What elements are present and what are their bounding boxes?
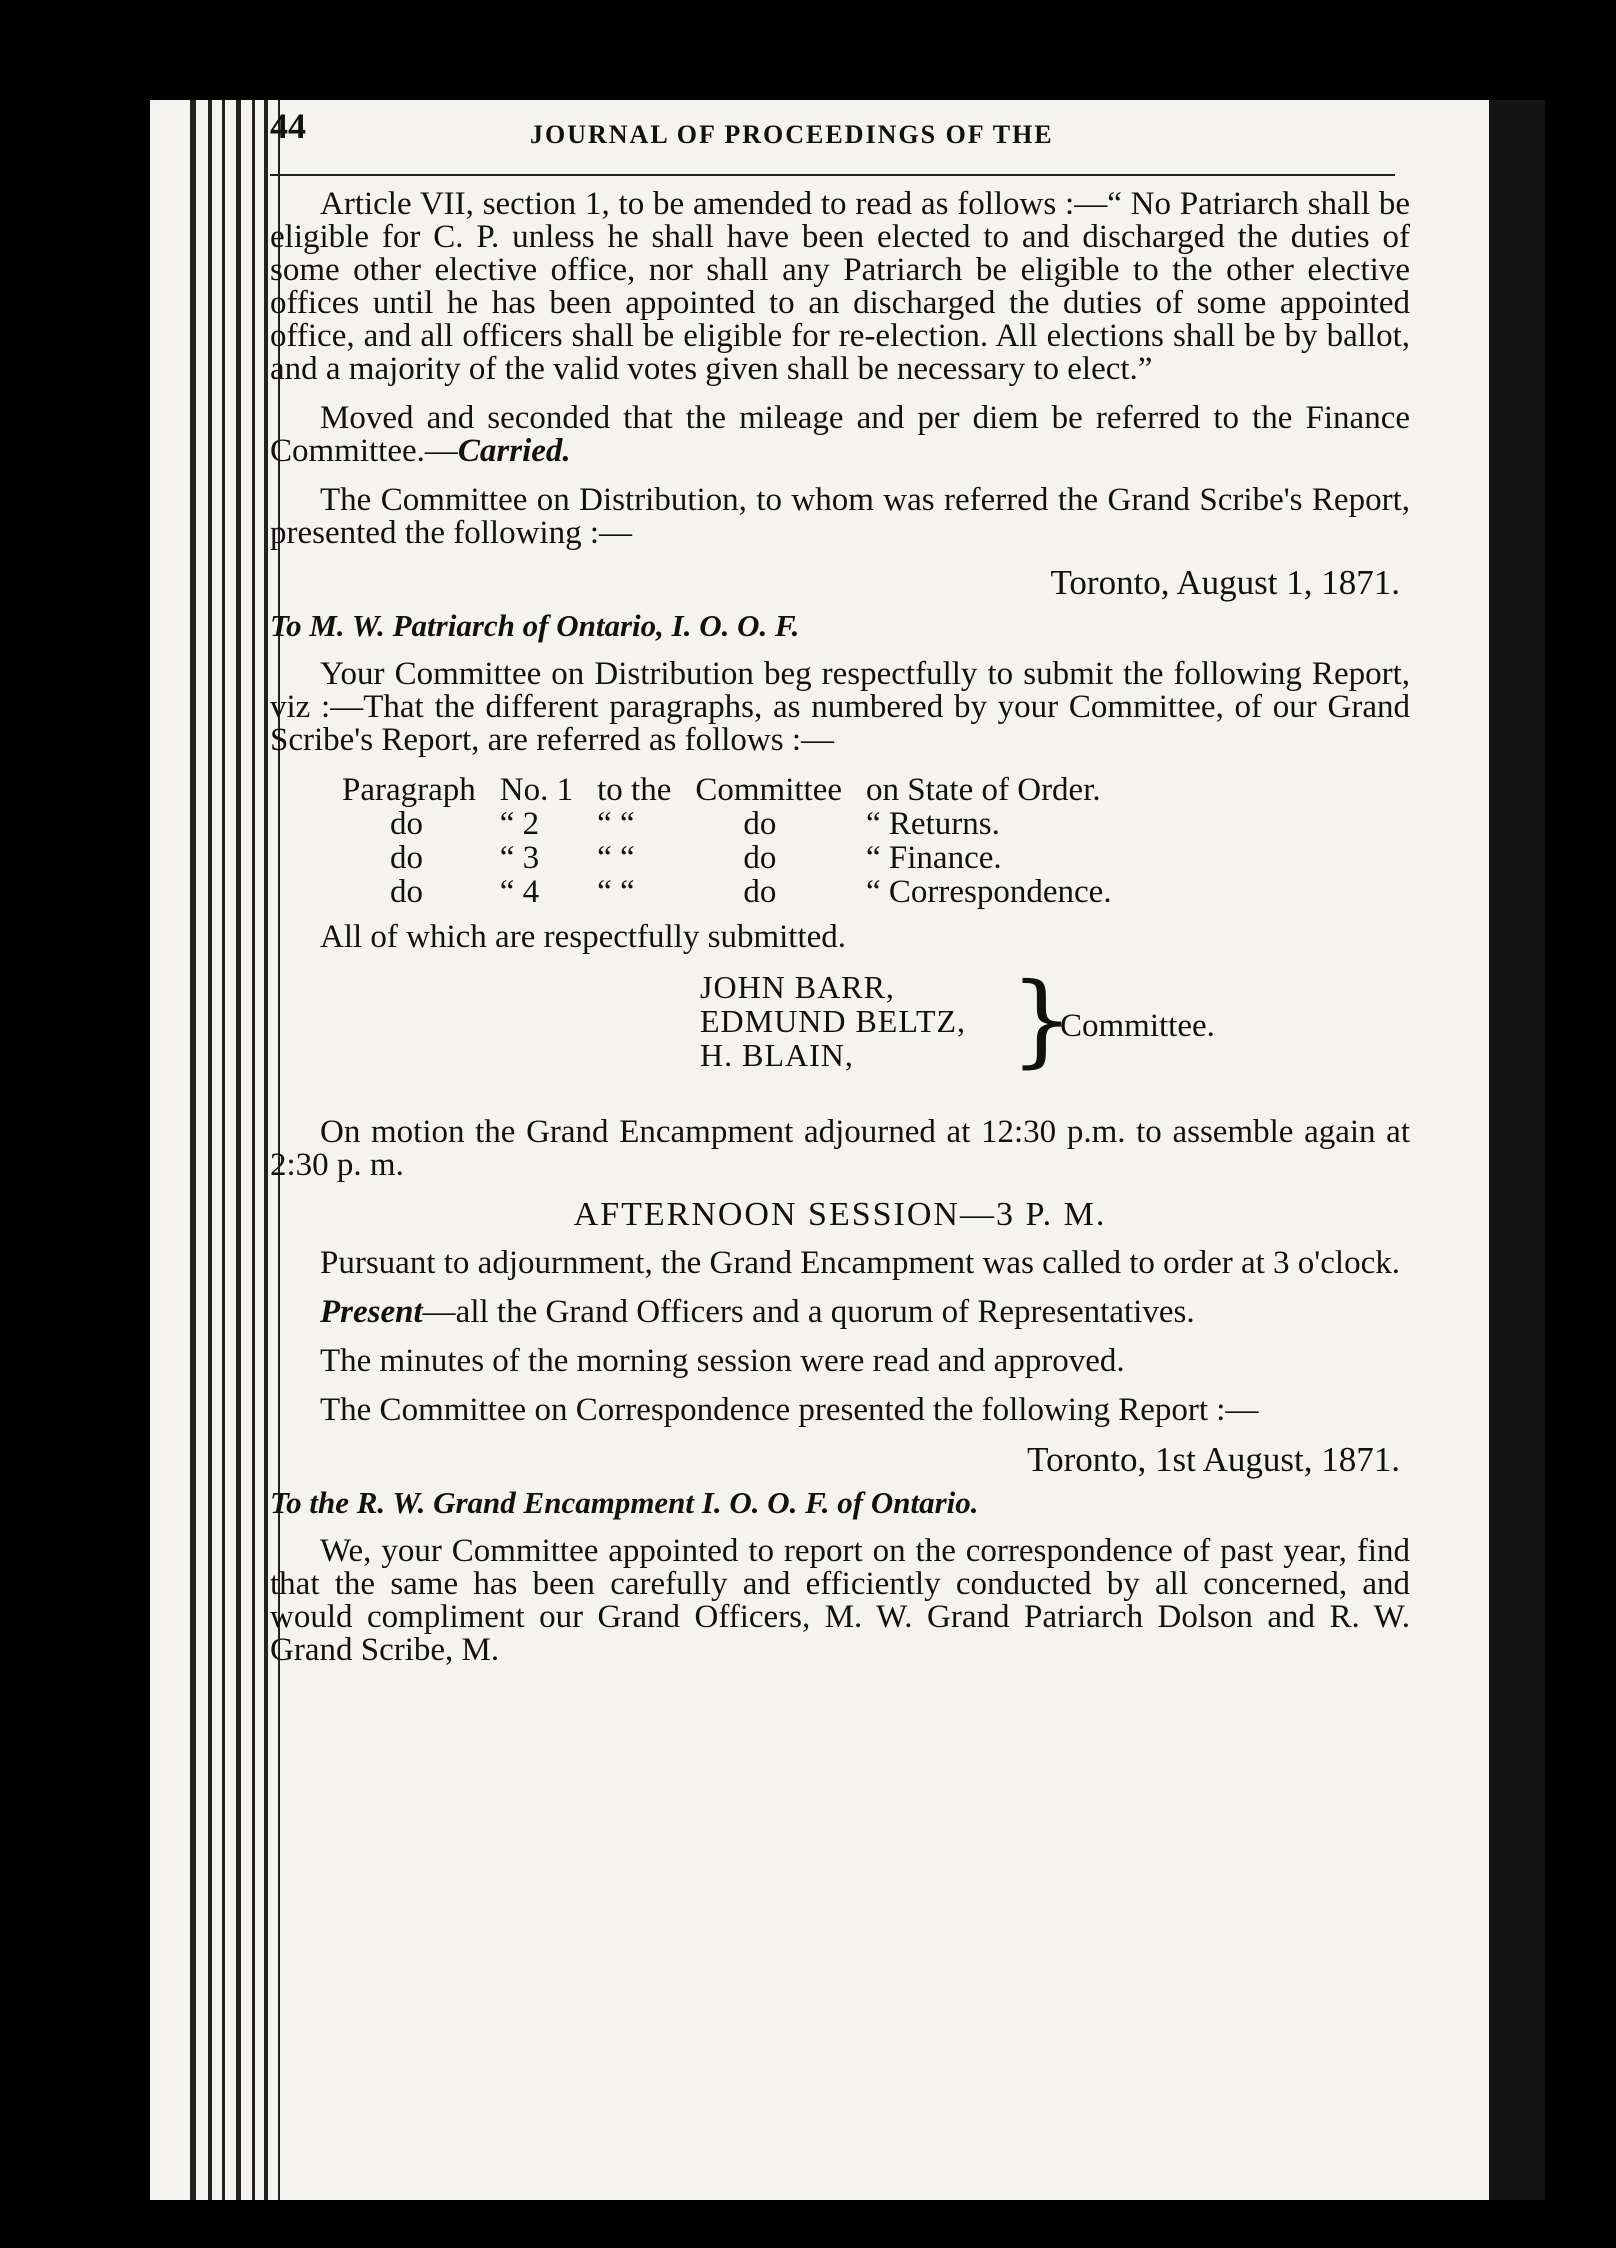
signer-name: H. BLAIN, bbox=[700, 1037, 854, 1073]
present-label: Present bbox=[320, 1294, 423, 1330]
table-row: do “ 4 “ “ do “ Correspondence. bbox=[390, 874, 1112, 910]
table-row: Paragraph No. 1 to the Committee on State of Order. bbox=[342, 772, 1101, 808]
afternoon-session-heading: AFTERNOON SESSION—3 P. M. bbox=[573, 1196, 1107, 1233]
present-paragraph bbox=[270, 1296, 1410, 1329]
paragraph-referral-table bbox=[330, 773, 1124, 909]
page-header bbox=[270, 106, 1410, 162]
header-rule bbox=[270, 174, 1395, 176]
report1-dateline: Toronto, August 1, 1871. bbox=[1050, 563, 1400, 602]
page-number: 44 bbox=[270, 106, 306, 146]
minutes-paragraph: The minutes of the morning session were read and approved. bbox=[320, 1343, 1125, 1379]
signer-name: JOHN BARR, bbox=[700, 969, 895, 1005]
mileage-motion bbox=[270, 402, 1410, 468]
report2-body: We, your Committee appointed to report on the correspondence of past year, find that the same has been carefully and efficiently conducted by all concerned, and would compliment our Grand Officers, M. W. Grand Patriarch Dolson and R. W. Grand Scribe, M. bbox=[270, 1533, 1410, 1668]
report1-body: Your Committee on Distribution beg respectfully to submit the following Report, viz :—That the different paragraphs, as numbered by your Committee, of our Grand Scribe's Report, are referred as follows :— bbox=[270, 656, 1410, 758]
report1-salutation: To M. W. Patriarch of Ontario, I. O. O. F. bbox=[270, 608, 800, 643]
page-text bbox=[270, 106, 1410, 1683]
adjourn-paragraph: On motion the Grand Encampment adjourned at 12:30 p.m. to assemble again at 2:30 p. m. bbox=[270, 1114, 1410, 1183]
pursuant-paragraph: Pursuant to adjournment, the Grand Encampment was called to order at 3 o'clock. bbox=[320, 1245, 1400, 1281]
gutter-shadow bbox=[1489, 100, 1545, 2200]
table-row: do “ 2 “ “ do “ Returns. bbox=[390, 806, 1000, 842]
table-row: do “ 3 “ “ do “ Finance. bbox=[390, 840, 1002, 876]
signer-names bbox=[700, 970, 966, 1072]
brace-icon: } bbox=[1010, 961, 1074, 1078]
committee-signatures bbox=[270, 961, 1410, 1090]
article-paragraph: Article VII, section 1, to be amended to read as follows :—“ No Patriarch shall be eligible for C. P. unless he shall have been elected to and discharged the duties of some other elective office, nor shall any Patriarch be eligible to the other elective offices until he has been appointed to an discharged the duties of some appointed office, and all officers shall be eligible for re-election. All elections shall be by ballot, and a majority of the valid votes given shall be necessary to elect.” bbox=[270, 186, 1410, 387]
carried-label: Carried. bbox=[457, 433, 571, 469]
distribution-paragraph: The Committee on Distribution, to whom was referred the Grand Scribe's Report, presented the following :— bbox=[270, 482, 1410, 551]
report2-dateline: Toronto, 1st August, 1871. bbox=[1027, 1440, 1400, 1479]
committee-label: Committee. bbox=[1060, 1008, 1215, 1044]
mileage-motion-text: Moved and seconded that the mileage and per diem be referred to the Finance Committee.— bbox=[270, 400, 1410, 469]
report2-salutation: To the R. W. Grand Encampment I. O. O. F. of Ontario. bbox=[270, 1485, 979, 1520]
report1-closing: All of which are respectfully submitted. bbox=[320, 919, 847, 955]
running-head: JOURNAL OF PROCEEDINGS OF THE bbox=[530, 120, 1054, 149]
present-text: —all the Grand Officers and a quorum of Representatives. bbox=[422, 1294, 1195, 1330]
signer-name: EDMUND BELTZ, bbox=[700, 1003, 967, 1039]
correspondence-paragraph: The Committee on Correspondence presented the following Report :— bbox=[320, 1392, 1259, 1428]
